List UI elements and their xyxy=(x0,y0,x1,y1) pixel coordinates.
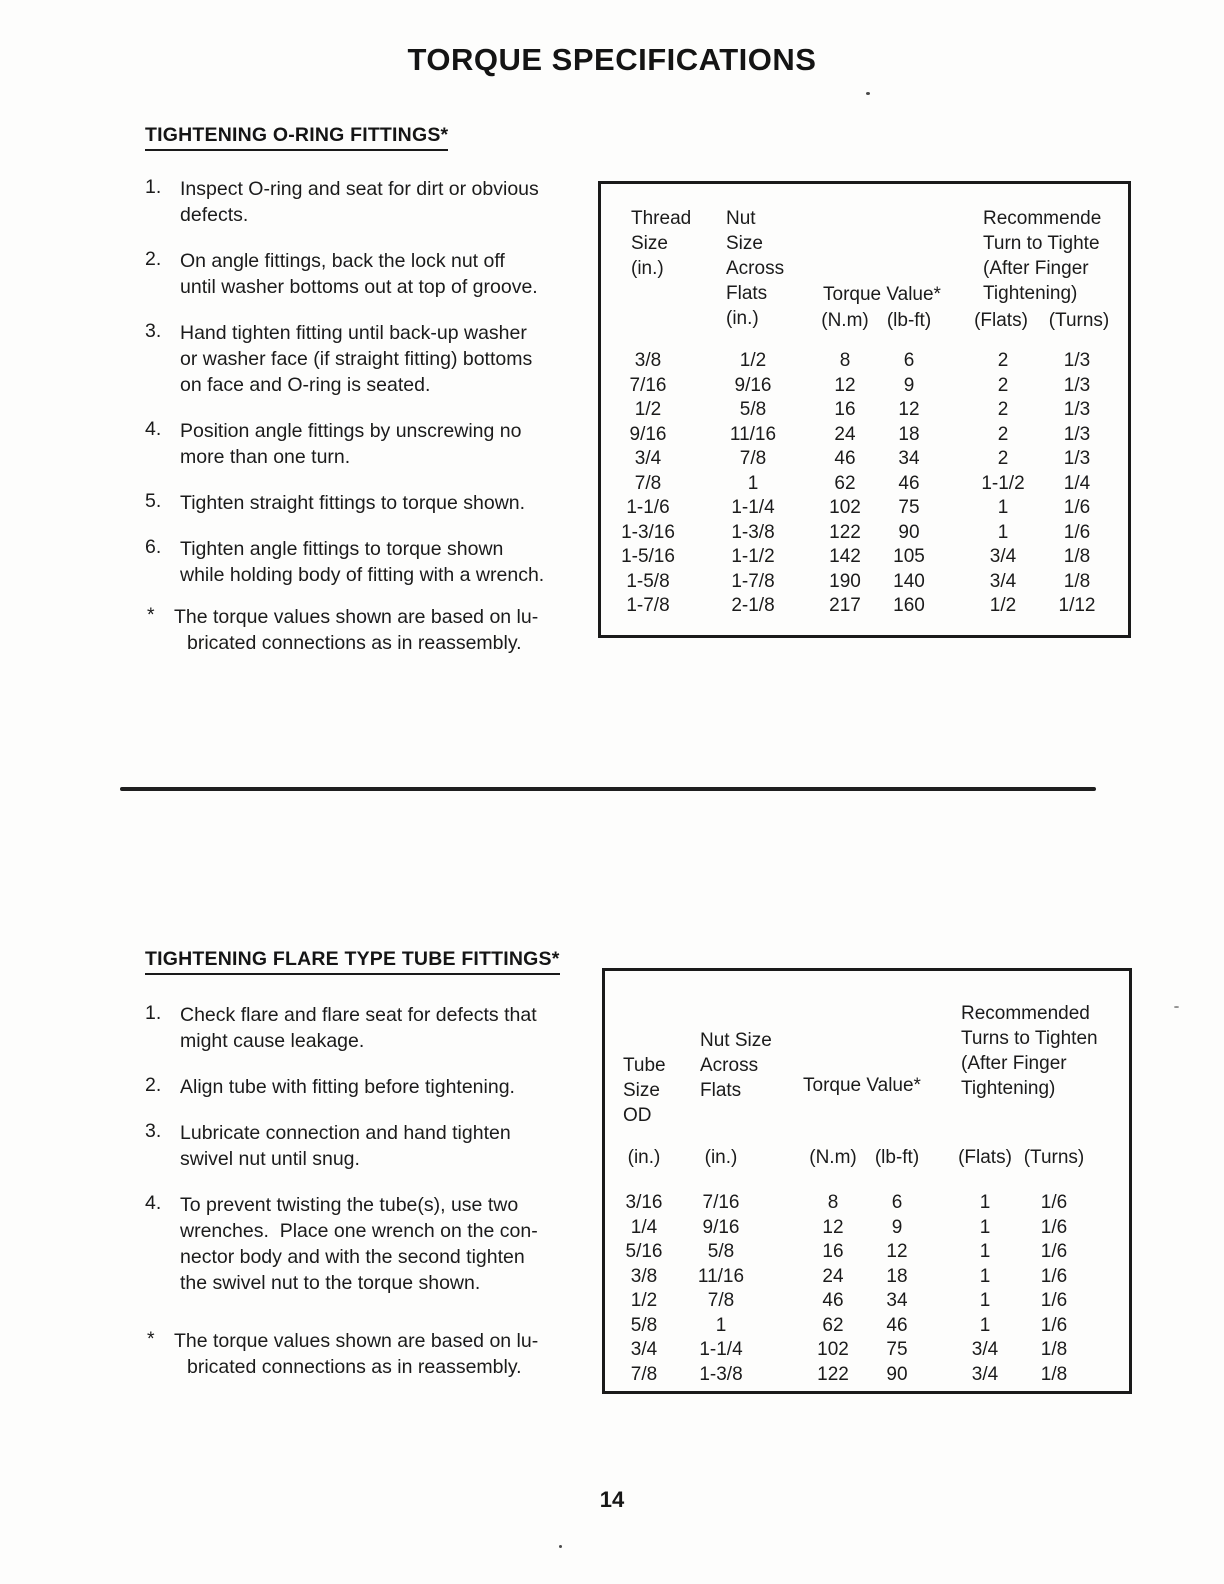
list-item-text xyxy=(180,490,525,516)
list-item-number: 1. xyxy=(145,176,162,198)
list-item-number: 4. xyxy=(145,418,162,440)
table-cell: 7/8 xyxy=(707,1290,735,1311)
table-cell: 1-7/8 xyxy=(626,595,670,616)
table-cell: 1-1/4 xyxy=(731,497,775,518)
list-item-number: 5. xyxy=(145,490,162,512)
footnote-asterisk: * xyxy=(147,1328,155,1350)
table-cell: 1/3 xyxy=(1063,448,1091,469)
table-cell: 1/2 xyxy=(739,350,767,371)
table-row xyxy=(601,594,1128,619)
list-item xyxy=(145,1074,605,1100)
table-cell: 1/2 xyxy=(630,1290,658,1311)
table-row xyxy=(605,1265,1129,1290)
table-cell: 3/4 xyxy=(971,1363,999,1385)
text-line: On angle fittings, back the lock nut off xyxy=(180,250,505,272)
table-cell: 46 xyxy=(822,1290,844,1311)
list-item-number: 2. xyxy=(145,1074,162,1096)
text-line: Across xyxy=(726,258,785,279)
table-cell: 11/16 xyxy=(729,423,777,445)
table-cell: 46 xyxy=(886,1314,908,1336)
table-cell: 1/2 xyxy=(634,399,662,420)
flare-steps-list xyxy=(145,1002,605,1316)
table-row xyxy=(605,1363,1129,1388)
text-line: Check flare and flare seat for defects that xyxy=(180,1004,537,1026)
table-cell: 1-1/4 xyxy=(699,1339,743,1360)
table-cell: 7/8 xyxy=(630,1363,658,1385)
text-line: Align tube with fitting before tightening. xyxy=(180,1076,515,1098)
table-cell: 1/3 xyxy=(1063,374,1091,396)
scan-noise-dot xyxy=(559,1545,562,1548)
table-cell: 11/16 xyxy=(697,1265,745,1287)
text-line: Inspect O-ring and seat for dirt or obvious xyxy=(180,178,539,200)
text-line: Size xyxy=(726,233,763,254)
table-cell: 1 xyxy=(715,1314,727,1336)
table-cell: 7/8 xyxy=(634,472,662,494)
table-row xyxy=(601,521,1128,546)
table-cell: 142 xyxy=(829,546,861,567)
oring-section-heading: TIGHTENING O-RING FITTINGS* xyxy=(145,124,448,151)
table-cell: 1 xyxy=(747,472,759,494)
list-item-text xyxy=(180,320,532,398)
unit-label-lbft: (lb-ft) xyxy=(874,1147,920,1168)
list-item xyxy=(145,490,605,516)
text-line: The torque values shown are based on lu- xyxy=(174,1330,539,1352)
column-header-torque-value: Torque Value* xyxy=(823,284,941,305)
table-cell: 190 xyxy=(829,570,861,592)
table-cell: 1 xyxy=(997,521,1009,543)
table-row xyxy=(601,349,1128,374)
flare-torque-table xyxy=(602,968,1132,1394)
table-cell: 1/3 xyxy=(1063,423,1091,445)
table-cell: 1-3/8 xyxy=(731,521,775,543)
text-line: Nut Size xyxy=(700,1030,772,1051)
column-header-nut-size xyxy=(700,1028,772,1103)
table-cell: 1 xyxy=(979,1265,991,1287)
unit-label-flats: (Flats) xyxy=(958,1147,1012,1168)
text-line: (After Finger xyxy=(983,258,1089,279)
table-cell: 1-5/8 xyxy=(626,570,670,592)
list-item-text xyxy=(180,1120,511,1172)
table-row xyxy=(605,1216,1129,1241)
text-line: Lubricate connection and hand tighten xyxy=(180,1122,511,1144)
list-item-text xyxy=(180,1002,537,1054)
table-cell: 122 xyxy=(829,521,861,543)
table-cell: 1/6 xyxy=(1040,1216,1068,1238)
table-row xyxy=(601,398,1128,423)
table-cell: 2 xyxy=(997,350,1009,371)
table-cell: 3/8 xyxy=(630,1265,658,1287)
table-cell: 5/8 xyxy=(630,1314,658,1336)
table-cell: 2 xyxy=(997,448,1009,469)
table-row xyxy=(605,1289,1129,1314)
text-line: OD xyxy=(623,1105,652,1126)
text-line: wrenches. Place one wrench on the con- xyxy=(180,1220,538,1242)
table-cell: 24 xyxy=(834,423,856,445)
table-cell: 62 xyxy=(834,472,856,494)
table-cell: 122 xyxy=(817,1363,849,1385)
text-line: Size xyxy=(631,233,668,254)
table-cell: 16 xyxy=(834,399,856,420)
oring-footnote xyxy=(147,604,617,656)
table-cell: 140 xyxy=(893,570,925,592)
unit-label-in: (in.) xyxy=(627,1147,661,1168)
table-cell: 1/6 xyxy=(1040,1290,1068,1311)
scan-noise-dot xyxy=(866,92,870,95)
table-cell: 1/3 xyxy=(1063,350,1091,371)
list-item xyxy=(145,1192,605,1296)
table-cell: 34 xyxy=(886,1290,908,1311)
unit-label-nm: (N.m) xyxy=(821,310,869,331)
table-cell: 7/8 xyxy=(739,448,767,469)
text-line: Recommende xyxy=(983,208,1102,229)
list-item xyxy=(145,320,605,398)
table-cell: 3/4 xyxy=(634,448,662,469)
table-cell: 5/8 xyxy=(739,399,767,420)
list-item-number: 4. xyxy=(145,1192,162,1214)
table-cell: 1-1/6 xyxy=(626,497,670,518)
table-row xyxy=(601,447,1128,472)
table-cell: 5/16 xyxy=(625,1241,663,1262)
table-cell: 18 xyxy=(886,1265,908,1287)
table-cell: 1 xyxy=(979,1290,991,1311)
list-item-text xyxy=(180,1074,515,1100)
table-cell: 3/4 xyxy=(989,570,1017,592)
text-line: Hand tighten fitting until back-up washer xyxy=(180,322,527,344)
table-cell: 1-1/2 xyxy=(731,546,775,567)
table-cell: 2 xyxy=(997,399,1009,420)
table-cell: 6 xyxy=(891,1192,903,1213)
text-line: Recommended xyxy=(961,1003,1090,1024)
table-cell: 1/8 xyxy=(1040,1363,1068,1385)
text-line: Across xyxy=(700,1055,759,1076)
table-cell: 102 xyxy=(817,1339,849,1360)
text-line: until washer bottoms out at top of groove. xyxy=(180,276,538,298)
oring-steps-list xyxy=(145,176,605,608)
table-row xyxy=(605,1338,1129,1363)
table-cell: 3/4 xyxy=(630,1339,658,1360)
text-line: Flats xyxy=(726,283,768,304)
table-cell: 1/6 xyxy=(1040,1314,1068,1336)
table-row xyxy=(605,1191,1129,1216)
scan-noise-dot xyxy=(1174,1006,1179,1008)
table-cell: 1/8 xyxy=(1063,570,1091,592)
text-line: (After Finger xyxy=(961,1053,1067,1074)
table-cell: 2 xyxy=(997,374,1009,396)
table-cell: 9 xyxy=(891,1216,903,1238)
table-cell: 1/12 xyxy=(1058,595,1096,616)
list-item xyxy=(145,248,605,300)
list-item-text xyxy=(180,536,544,588)
list-item-number: 6. xyxy=(145,536,162,558)
table-row xyxy=(601,570,1128,595)
table-cell: 90 xyxy=(898,521,920,543)
table-cell: 1-3/16 xyxy=(621,521,675,543)
table-cell: 7/16 xyxy=(702,1192,740,1213)
list-item-number: 2. xyxy=(145,248,162,270)
table-cell: 3/4 xyxy=(971,1339,999,1360)
list-item xyxy=(145,536,605,588)
table-cell: 16 xyxy=(822,1241,844,1262)
table-cell: 46 xyxy=(898,472,920,494)
table-cell: 1/6 xyxy=(1063,497,1091,518)
unit-label-flats: (Flats) xyxy=(974,310,1028,331)
unit-label-turns: (Turns) xyxy=(1048,310,1110,331)
list-item-text xyxy=(180,248,538,300)
text-line: Tighten angle fittings to torque shown xyxy=(180,538,504,560)
table-cell: 90 xyxy=(886,1363,908,1385)
table-cell: 1/4 xyxy=(1063,472,1091,494)
table-row xyxy=(601,423,1128,448)
text-line: Tube xyxy=(623,1055,666,1076)
text-line: or washer face (if straight fitting) bottoms xyxy=(180,348,533,370)
table-row xyxy=(605,1240,1129,1265)
table-cell: 9/16 xyxy=(702,1216,740,1238)
list-item-text xyxy=(180,418,521,470)
table-cell: 1-7/8 xyxy=(731,570,775,592)
table-cell: 12 xyxy=(886,1241,908,1262)
table-cell: 34 xyxy=(898,448,920,469)
table-cell: 5/8 xyxy=(707,1241,735,1262)
table-row xyxy=(601,374,1128,399)
table-cell: 7/16 xyxy=(629,374,667,396)
table-cell: 1/6 xyxy=(1040,1265,1068,1287)
column-header-nut-size xyxy=(726,206,784,331)
table-cell: 1 xyxy=(979,1192,991,1213)
table-cell: 18 xyxy=(898,423,920,445)
table-cell: 3/4 xyxy=(989,546,1017,567)
column-header-recommended-turns xyxy=(961,1001,1126,1101)
table-cell: 102 xyxy=(829,497,861,518)
table-row xyxy=(605,1314,1129,1339)
flare-footnote xyxy=(147,1328,617,1380)
list-item-text xyxy=(180,1192,538,1296)
table-cell: 3/8 xyxy=(634,350,662,371)
table-cell: 1/6 xyxy=(1063,521,1091,543)
table-cell: 1/6 xyxy=(1040,1241,1068,1262)
table-cell: 1/4 xyxy=(630,1216,658,1238)
section-divider-rule xyxy=(120,787,1096,791)
text-line: Thread xyxy=(631,208,692,229)
column-header-torque-value: Torque Value* xyxy=(803,1075,921,1096)
table-cell: 1 xyxy=(979,1314,991,1336)
text-line: The torque values shown are based on lu- xyxy=(174,606,539,628)
table-cell: 9/16 xyxy=(734,374,772,396)
table-cell: 1-5/16 xyxy=(621,546,675,567)
table-cell: 75 xyxy=(898,497,920,518)
footnote-text xyxy=(174,1328,538,1380)
table-cell: 8 xyxy=(827,1192,839,1213)
list-item xyxy=(145,418,605,470)
table-cell: 12 xyxy=(834,374,856,396)
list-item xyxy=(145,1120,605,1172)
table-cell: 1/8 xyxy=(1040,1339,1068,1360)
text-line: (in.) xyxy=(726,308,759,329)
table-cell: 9/16 xyxy=(629,423,667,445)
text-line: bricated connections as in reassembly. xyxy=(187,1356,522,1378)
text-line: might cause leakage. xyxy=(180,1030,365,1052)
table-row xyxy=(601,472,1128,497)
table-cell: 1 xyxy=(979,1241,991,1262)
text-line: Tightening) xyxy=(961,1078,1056,1099)
table-cell: 1/6 xyxy=(1040,1192,1068,1213)
text-line: bricated connections as in reassembly. xyxy=(187,632,522,654)
text-line: nector body and with the second tighten xyxy=(180,1246,525,1268)
table-row xyxy=(601,496,1128,521)
unit-label-turns: (Turns) xyxy=(1023,1147,1085,1168)
table-cell: 105 xyxy=(893,546,925,567)
footnote-asterisk: * xyxy=(147,604,155,626)
list-item-text xyxy=(180,176,539,228)
text-line: more than one turn. xyxy=(180,446,351,468)
text-line: (in.) xyxy=(631,258,664,279)
text-line: defects. xyxy=(180,204,249,226)
table-cell: 12 xyxy=(822,1216,844,1238)
table-row xyxy=(601,545,1128,570)
text-line: Size xyxy=(623,1080,660,1101)
table-cell: 1-3/8 xyxy=(699,1363,743,1385)
oring-table-rows xyxy=(601,349,1128,619)
page-title: TORQUE SPECIFICATIONS xyxy=(407,42,817,77)
table-cell: 1 xyxy=(997,497,1009,518)
table-cell: 217 xyxy=(829,595,861,616)
oring-torque-table xyxy=(598,181,1131,638)
text-line: Tightening) xyxy=(983,283,1078,304)
table-cell: 12 xyxy=(898,399,920,420)
flare-table-rows xyxy=(605,1191,1129,1387)
text-line: Tighten straight fittings to torque shown. xyxy=(180,492,526,514)
table-cell: 1/2 xyxy=(989,595,1017,616)
list-item-number: 1. xyxy=(145,1002,162,1024)
unit-label-lbft: (lb-ft) xyxy=(886,310,932,331)
text-line: the swivel nut to the torque shown. xyxy=(180,1272,481,1294)
flare-section-heading: TIGHTENING FLARE TYPE TUBE FITTINGS* xyxy=(145,948,560,975)
table-cell: 2 xyxy=(997,423,1009,445)
table-cell: 1-1/2 xyxy=(981,472,1025,494)
text-line: Turn to Tighte xyxy=(983,233,1100,254)
table-cell: 24 xyxy=(822,1265,844,1287)
text-line: Flats xyxy=(700,1080,742,1101)
table-cell: 3/16 xyxy=(625,1192,663,1213)
table-cell: 160 xyxy=(893,595,925,616)
list-item xyxy=(145,1002,605,1054)
text-line: Position angle fittings by unscrewing no xyxy=(180,420,522,442)
text-line: Nut xyxy=(726,208,756,229)
list-item xyxy=(145,176,605,228)
column-header-thread-size xyxy=(631,206,691,281)
table-cell: 9 xyxy=(903,374,915,396)
table-cell: 46 xyxy=(834,448,856,469)
column-header-tube-size xyxy=(623,1053,666,1128)
text-line: while holding body of fitting with a wrench. xyxy=(180,564,545,586)
text-line: swivel nut until snug. xyxy=(180,1148,360,1170)
list-item-number: 3. xyxy=(145,1120,162,1142)
footnote-text xyxy=(174,604,538,656)
table-cell: 1/8 xyxy=(1063,546,1091,567)
table-cell: 8 xyxy=(839,350,851,371)
text-line: on face and O-ring is seated. xyxy=(180,374,431,396)
table-cell: 2-1/8 xyxy=(731,595,775,616)
table-cell: 62 xyxy=(822,1314,844,1336)
list-item-number: 3. xyxy=(145,320,162,342)
table-cell: 75 xyxy=(886,1339,908,1360)
table-cell: 1/3 xyxy=(1063,399,1091,420)
text-line: Turns to Tighten xyxy=(961,1028,1098,1049)
unit-label-nm: (N.m) xyxy=(809,1147,857,1168)
table-cell: 1 xyxy=(979,1216,991,1238)
table-cell: 6 xyxy=(903,350,915,371)
text-line: To prevent twisting the tube(s), use two xyxy=(180,1194,519,1216)
unit-label-in: (in.) xyxy=(704,1147,738,1168)
column-header-recommended-turns xyxy=(983,206,1131,306)
page-number: 14 xyxy=(599,1487,625,1512)
